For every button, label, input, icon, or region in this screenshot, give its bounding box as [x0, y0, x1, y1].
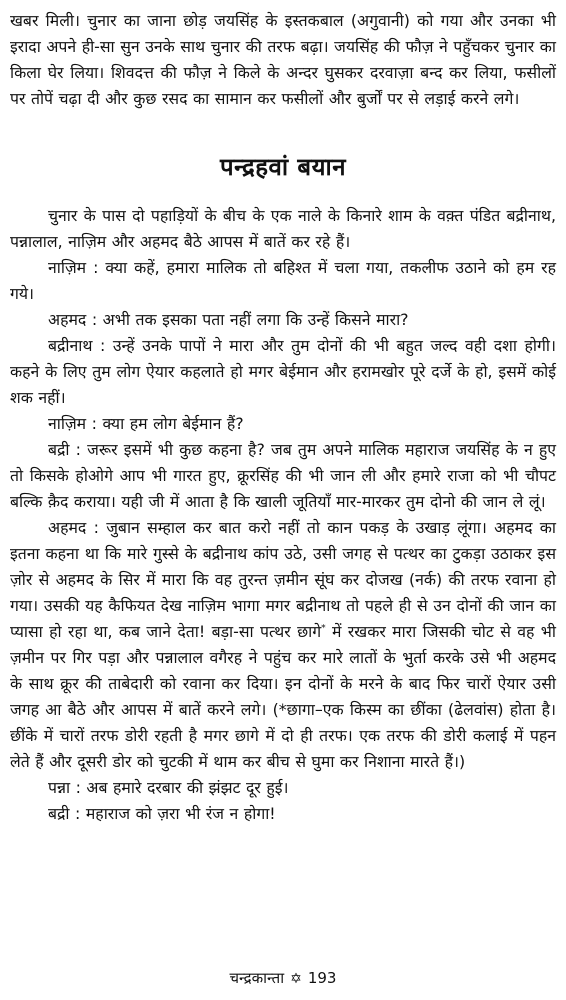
paragraph: नाज़िम : क्या हम लोग बेईमान हैं? — [48, 414, 244, 433]
long-paragraph-text-a: अहमद : जुबान सम्हाल कर बात करो नहीं तो कान पकड़ के उखाड़ लूंगा। अहमद का इतना कहना था कि मारे गुस्से के बद्रीनाथ कांप उठे, उसी जगह से पत्थर का टुकड़ा उठाकर इस ज़ोर से अहमद के सिर में मारा कि वह तुरन्त ज़मीन सूंघ कर दोजख (नर्क) की तरफ रवाना हो गया। उसकी यह कैफियत देख नाज़िम भागा मगर बद्रीनाथ तो पहले ही से उन दोनों की जान का प्यासा हो रहा था, कब जाने देता! बड़ा-सा पत्थर छागे — [10, 518, 556, 641]
paragraph: नाज़िम : क्या कहें, हमारा मालिक तो बहिश्त में चला गया, तकलीफ उठाने को हम रह गये। — [10, 258, 556, 303]
paragraph: बद्रीनाथ : उन्हें उनके पापों ने मारा और तुम दोनों की भी बहुत जल्द वही दशा होगी। कहने के लिए तुम लोग ऐयार कहलाते हो मगर बेईमान और हरामखोर पूरे दर्जे के हो, इसमें कोई शक नहीं। — [10, 336, 556, 407]
paragraph: बद्री : महाराज को ज़रा भी रंज न होगा! — [48, 804, 276, 823]
paragraph: बद्री : जरूर इसमें भी कुछ कहना है? जब तुम अपने मालिक महाराज जयसिंह के न हुए तो किसके होओगे आप भी गारत हुए, क्रूरसिंह की भी जान ली और हमारे राजा को भी चौपट बल्कि क़ैद कराया। यही जी में आता है कि खाली जूतियाँ मार-मारकर तुम दोनो की जान ले लूं। — [10, 440, 556, 511]
long-paragraph — [10, 515, 556, 775]
footnote-mark: * — [321, 623, 326, 634]
paragraph: पन्ना : अब हमारे दरबार की झंझट दूर हुई। — [48, 778, 289, 797]
star-of-david-icon: ✡ — [290, 971, 302, 987]
page-footer — [0, 968, 566, 988]
footer-book-title: चन्द्रकान्ता — [229, 969, 285, 987]
long-paragraph-text-b: में रखकर मारा जिसकी चोट से वह भी ज़मीन पर गिर पड़ा और पन्नालाल वगैरह ने पहुंच कर मारे लातों के भुर्ता करके उसे भी अहमद के साथ क्रूर की ताबेदारी को रवाना कर दिया। इन दोनों के मरने के बाद फिर चारों ऐयार उसी जगह आ बैठे और आपस में बातें करने लगे। (*छागा–एक किस्म का छींका (ढेलवांस) होता है। छींके में चारों तरफ डोरी रहती है मगर छागे में दो ही तरफ। एक तरफ की डोरी कलाई में पहन लेते हैं और दूसरी डोर को चुटकी में थाम कर बीच से घुमा कर निशाना मारते हैं।) — [10, 622, 556, 771]
page-number: 193 — [307, 969, 337, 987]
chapter-title: पन्द्रहवां बयान — [219, 153, 347, 181]
top-paragraph: खबर मिली। चुनार का जाना छोड़ जयसिंह के इस्तकबाल (अगुवानी) को गया और उनका भी इरादा अपने ही-सा सुन उनके साथ चुनार की तरफ बढ़ा। जयसिंह की फौज़ ने पहुँचकर चुनार का किला घेर लिया। शिवदत्त की फौज़ ने किले के अन्दर घुसकर दरवाज़ा बन्द कर लिया, फसीलों पर तोपें चढ़ा दी और कुछ रसद का सामान कर फसीलों और बुर्जों पर से लड़ाई करने लगे। — [10, 11, 556, 108]
paragraph: अहमद : अभी तक इसका पता नहीं लगा कि उन्हें किसने मारा? — [48, 310, 409, 329]
paragraph: चुनार के पास दो पहाड़ियों के बीच के एक नाले के किनारे शाम के वक़्त पंडित बद्रीनाथ, पन्नालाल, नाज़िम और अहमद बैठे आपस में बातें कर रहे हैं। — [10, 206, 556, 251]
